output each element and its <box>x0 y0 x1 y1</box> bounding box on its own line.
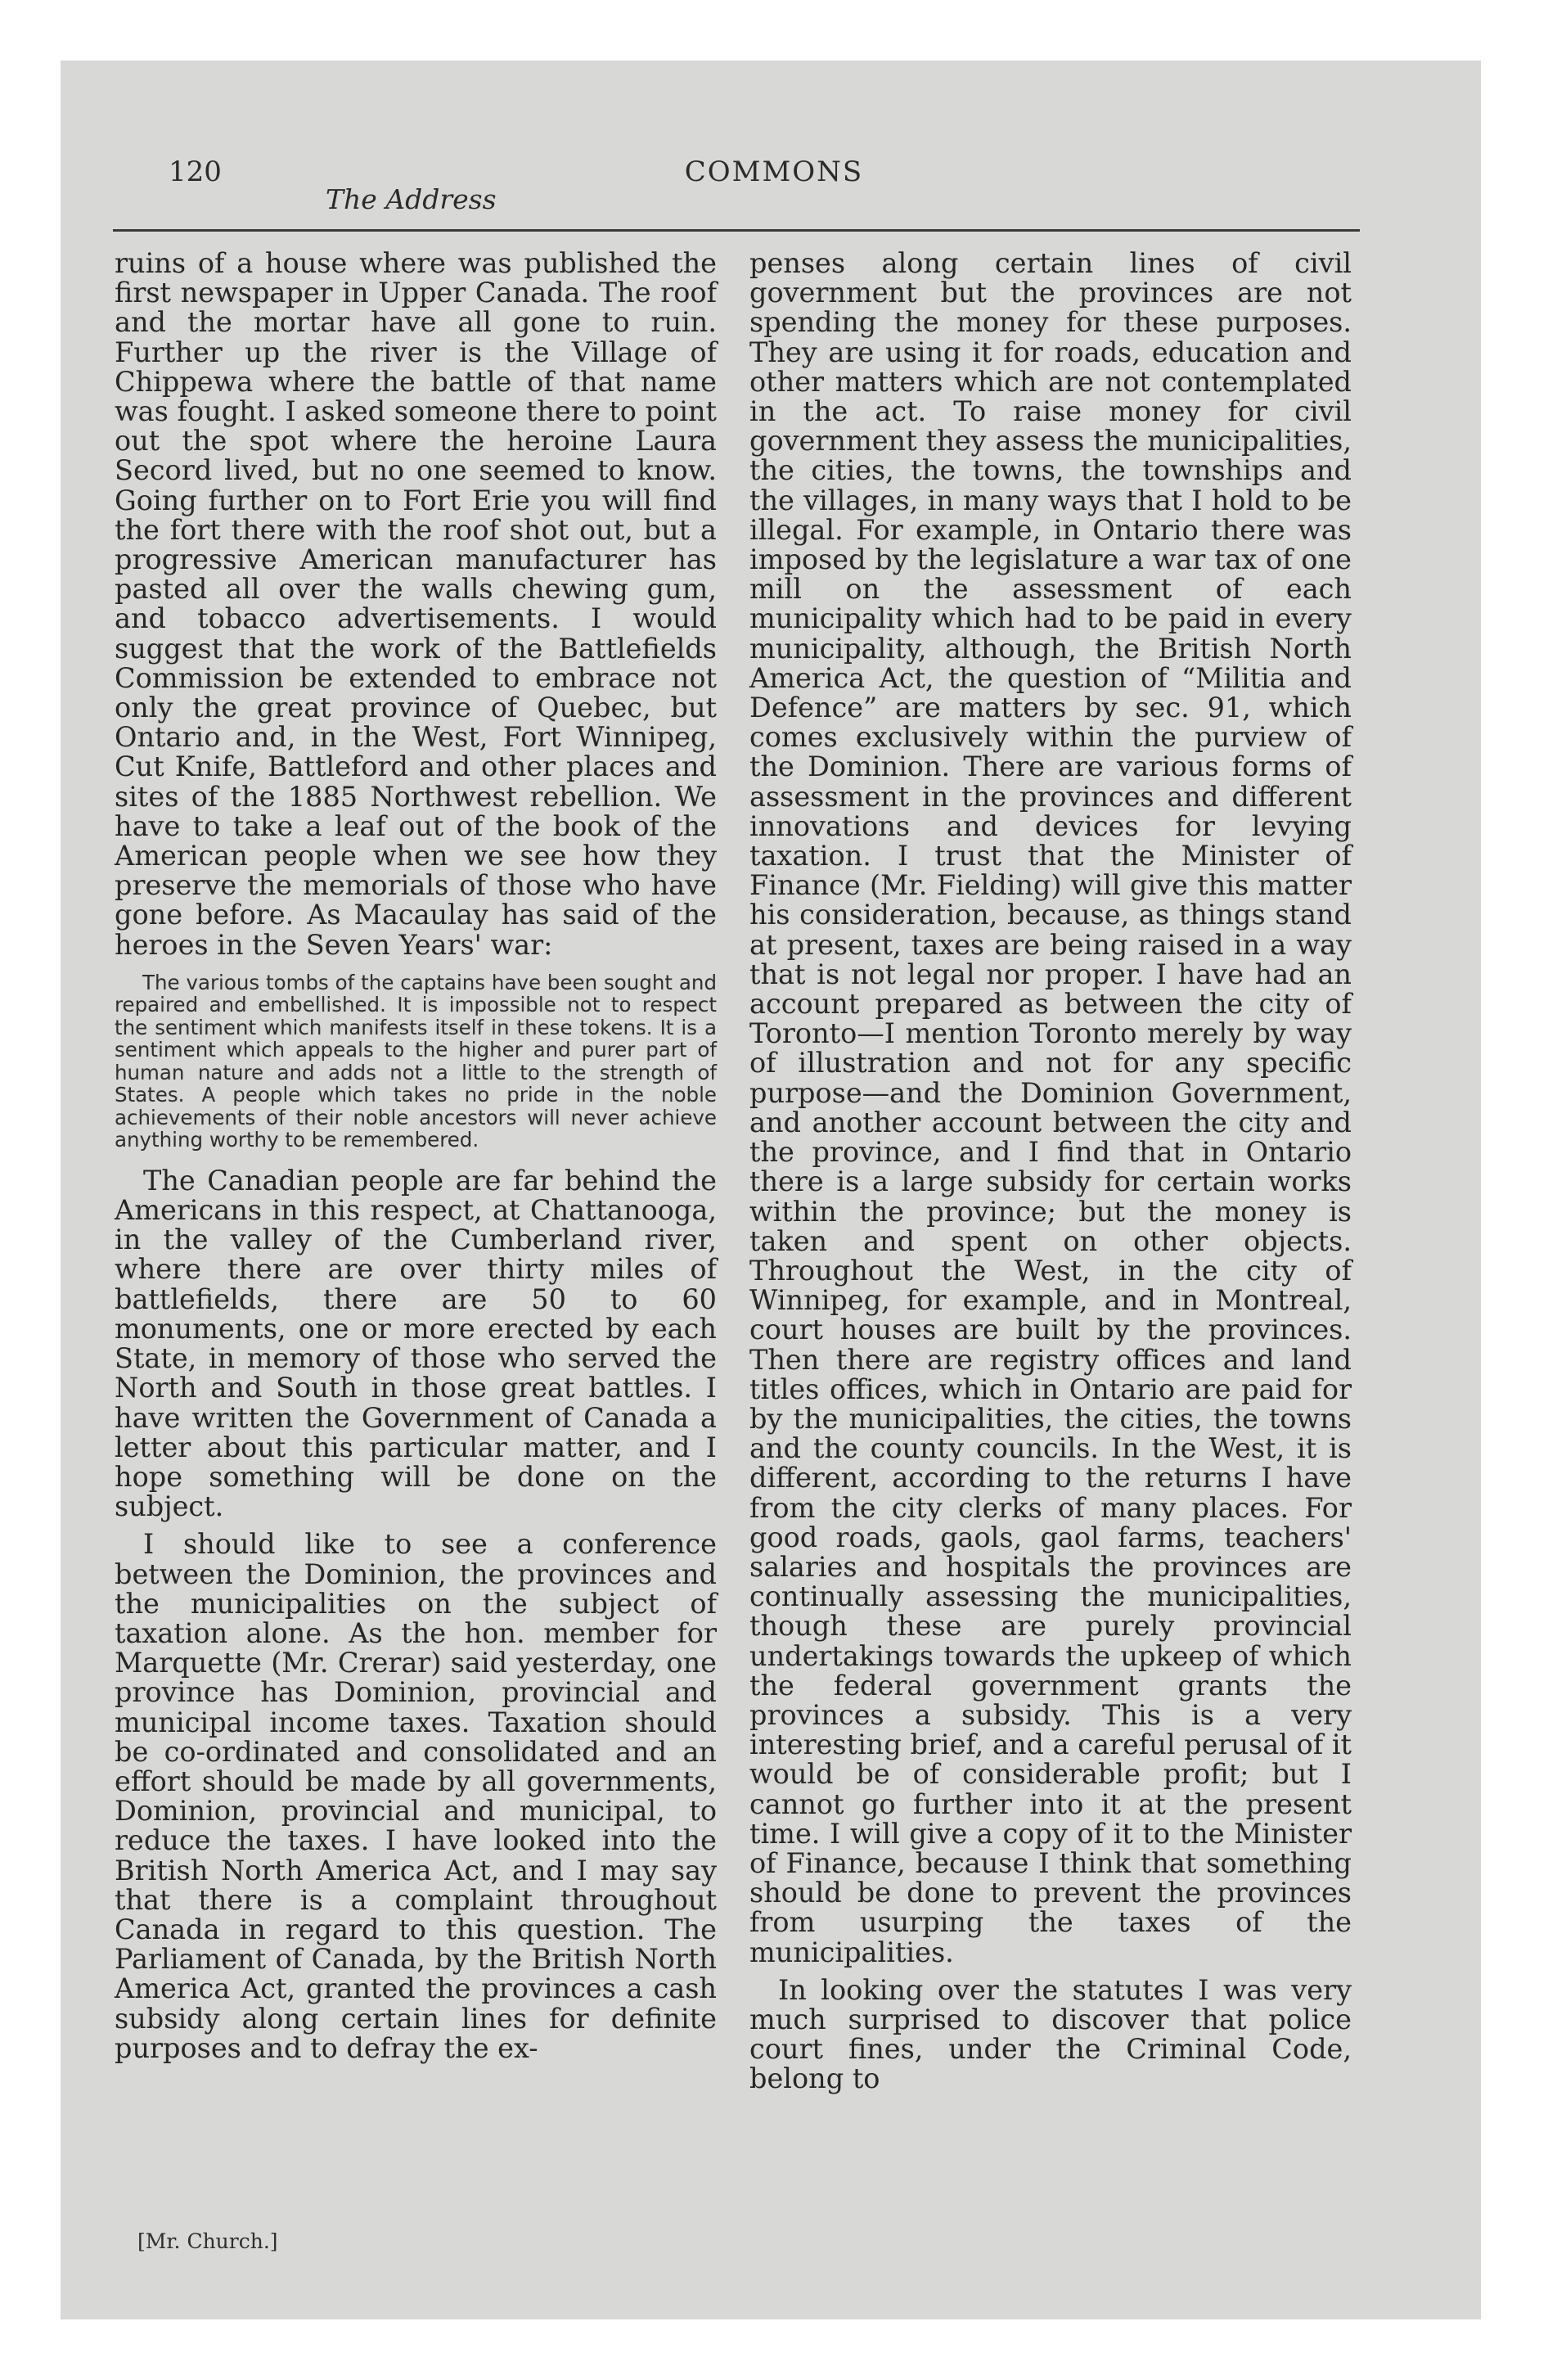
section-title: The Address <box>326 183 497 215</box>
paragraph: I should like to see a conference between the Dominion, the provinces and the municipalities on the subject of taxation alone. As the hon. member for Marquette (Mr. Crerar) said yesterday, one province has Dominion, provincial and municipal income taxes. Taxation should be co-ordinated and consolidated and an effort should be made by all governments, Dominion, provincial and municipal, to reduce the taxes. I have looked into the British North America Act, and I may say that there is a complaint throughout Canada in regard to this question. The Parliament of Canada, by the British North America Act, granted the provinces a cash subsidy along certain lines for definite purposes and to defray the ex- <box>115 1528 717 2064</box>
left-column <box>115 249 717 2063</box>
page-number: 120 <box>169 156 222 188</box>
speaker-attribution: [Mr. Church.] <box>137 2229 278 2253</box>
paragraph: penses along certain lines of civil government but the provinces are not spending the money for these purposes. They are using it for roads, education and other matters which are not contemplated in the act. To raise money for civil government they assess the municipalities, the cities, the towns, the townships and the villages, in many ways that I hold to be illegal. For example, in Ontario there was imposed by the legislature a war tax of one mill on the assessment of each municipality which had to be paid in every municipality, although, the British North America Act, the question of “Militia and Defence” are matters by sec. 91, which comes exclusively within the purview of the Dominion. There are various forms of assessment in the provinces and different innovations and devices for levying taxation. I trust that the Minister of Finance (Mr. Fielding) will give this matter his consideration, because, as things stand at present, taxes are being raised in a way that is not legal nor proper. I have had an account prepared as between the city of Toronto—I mention Toronto merely by way of illustration and not for any specific purpose—and the Dominion Government, and another account between the city and the province, and I find that in Ontario there is a large subsidy for certain works within the province; but the money is taken and spent on other objects. Throughout the West, in the city of Winnipeg, for example, and in Montreal, court houses are built by the provinces. Then there are registry offices and land titles offices, which in Ontario are paid for by the municipalities, the cities, the towns and the county councils. In the West, it is different, according to the returns I have from the city clerks of many places. For good roads, gaols, gaol farms, teachers' salaries and hospitals the provinces are continually assessing the municipalities, though these are purely provincial undertakings towards the upkeep of which the federal government grants the provinces a subsidy. This is a very interesting brief, and a careful perusal of it would be of considerable profit; but I cannot go further into it at the present time. I will give a copy of it to the Minister of Finance, because I think that something should be done to prevent the provinces from usurping the taxes of the municipalities. <box>749 247 1352 1968</box>
paragraph: The Canadian people are far behind the Americans in this respect, at Chattanooga, in the valley of the Cumberland river, where there are over thirty miles of battlefields, there are 50 to 60 monuments, one or more erected by each State, in memory of those who served the North and South in those great battles. I have written the Government of Canada a letter about this particular matter, and I hope something will be done on the subject. <box>115 1164 717 1523</box>
paragraph: ruins of a house where was published the first newspaper in Upper Canada. The roof and the mortar have all gone to ruin. Further up the river is the Village of Chippewa where the battle of that name was fought. I asked someone there to point out the spot where the heroine Laura Secord lived, but no one seemed to know. Going further on to Fort Erie you will find the fort there with the roof shot out, but a progressive American manufacturer has pasted all over the walls chewing gum, and tobacco advertisements. I would suggest that the work of the Battlefields Commission be extended to embrace not only the great province of Quebec, but Ontario and, in the West, Fort Winnipeg, Cut Knife, Battleford and other places and sites of the 1885 Northwest rebellion. We have to take a leaf out of the book of the American people when we see how they preserve the memorials of those who have gone before. As Macaulay has said of the heroes in the Seven Years' war: <box>115 247 717 961</box>
right-column <box>749 249 1352 2094</box>
block-quote <box>115 971 717 1152</box>
quote-text: The various tombs of the captains have been sought and repaired and embellished. It is impossible not to respect the sentiment which manifests itself in these tokens. It is a sentiment which appeals to the higher and purer part of human nature and adds not a little to the strength of States. A people which takes no pride in the noble achievements of their noble ancestors will never achieve anything worthy to be remembered. <box>115 970 717 1152</box>
running-head: COMMONS <box>684 156 864 188</box>
header-rule <box>113 229 1360 232</box>
paragraph: In looking over the statutes I was very much surprised to discover that police court fines, under the Criminal Code, belong to <box>749 1973 1352 2095</box>
